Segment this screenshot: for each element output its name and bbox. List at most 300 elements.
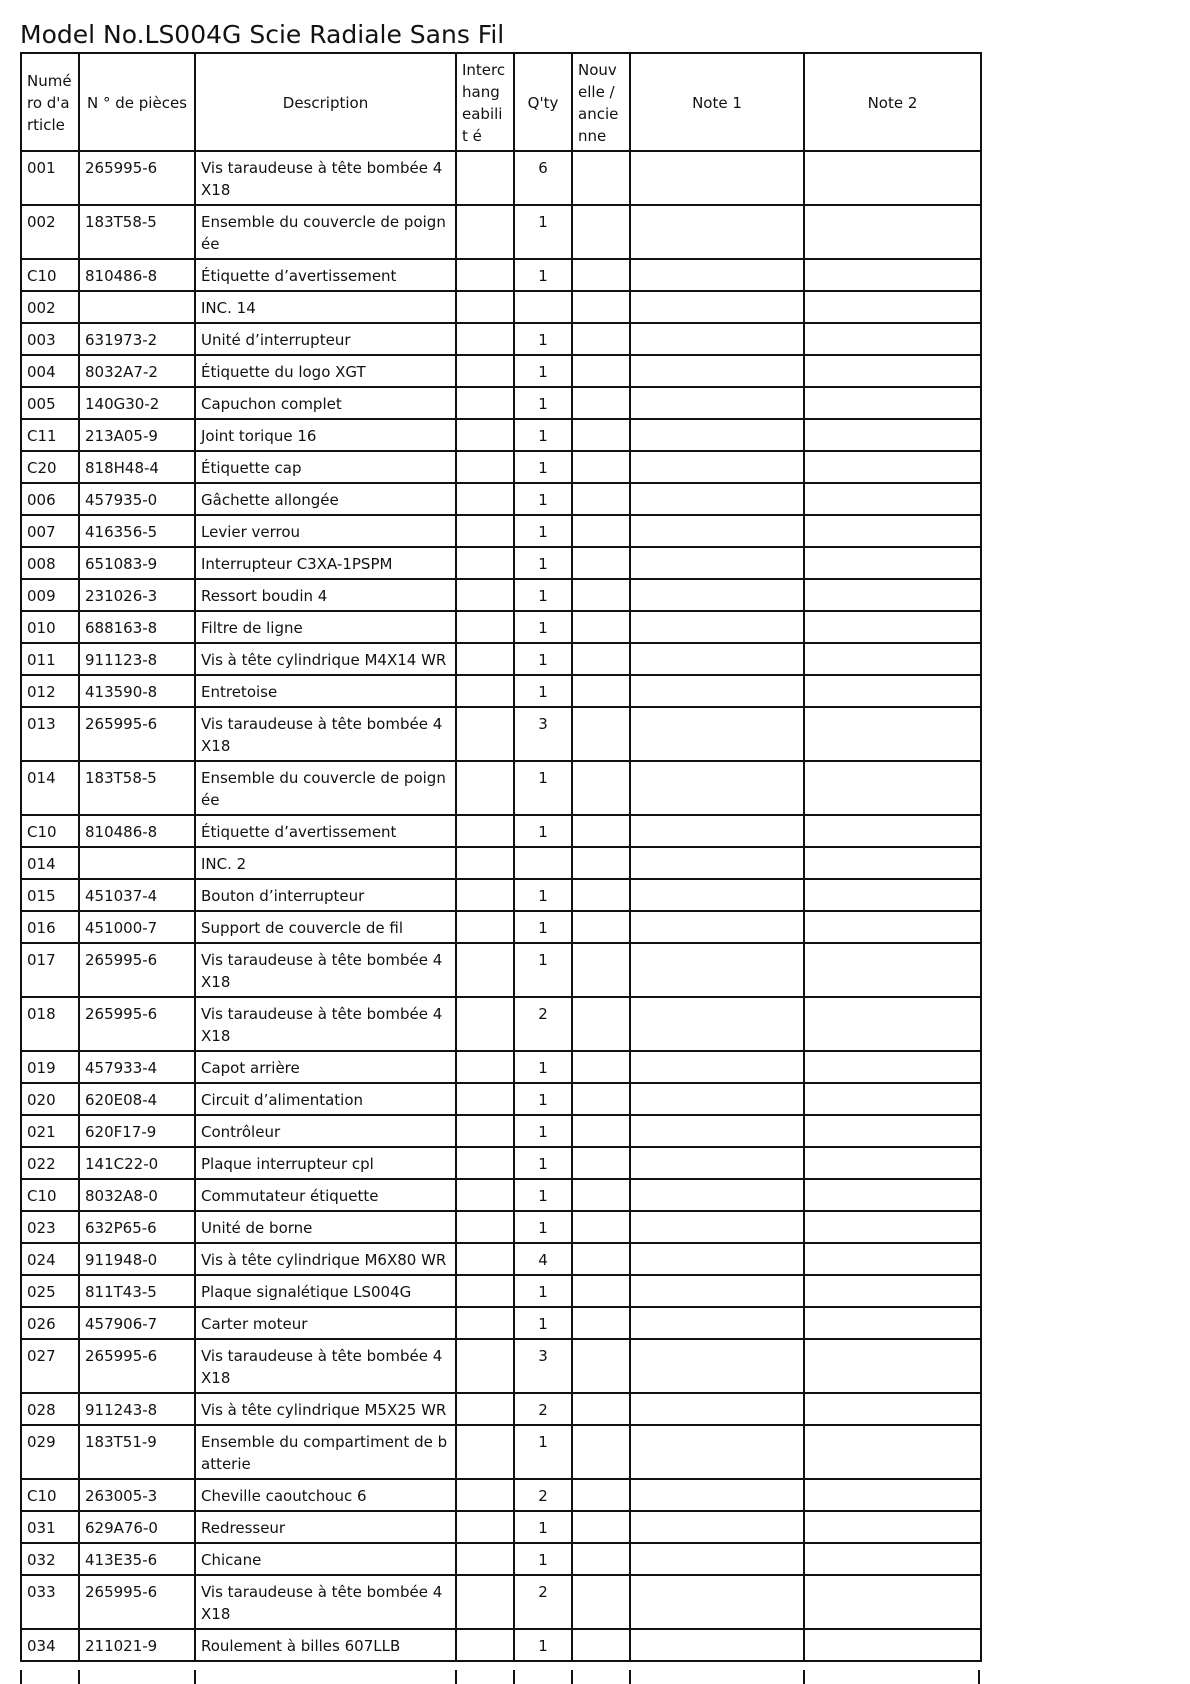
cell-note1 [630,387,804,419]
cell-note1 [630,291,804,323]
cell-note1 [630,1511,804,1543]
table-row [21,761,981,815]
cell-qty: 1 [514,483,572,515]
cell-note2 [804,911,981,943]
cell-description: Plaque signalétique LS004G [195,1275,456,1307]
cell-note1 [630,1575,804,1629]
cell-new-old [572,205,630,259]
cell-new-old [572,419,630,451]
cell-item-no: C10 [21,1179,79,1211]
cell-description: Levier verrou [195,515,456,547]
cell-qty [514,847,572,879]
cell-item-no: 033 [21,1575,79,1629]
cell-interchangeability [456,1211,514,1243]
cell-description: Vis taraudeuse à tête bombée 4X18 [195,943,456,997]
cell-note1 [630,1083,804,1115]
table-row [21,1211,981,1243]
cell-new-old [572,943,630,997]
cell-new-old [572,675,630,707]
table-row [21,1275,981,1307]
cell-part-no: 620F17-9 [79,1115,195,1147]
cell-description: Étiquette du logo XGT [195,355,456,387]
cell-item-no: 001 [21,151,79,205]
cell-part-no: 8032A7-2 [79,355,195,387]
header-qty: Q'ty [514,53,572,151]
cell-item-no: 010 [21,611,79,643]
cell-qty: 1 [514,1307,572,1339]
cell-interchangeability [456,1243,514,1275]
table-row [21,259,981,291]
cell-description: Circuit d’alimentation [195,1083,456,1115]
cell-part-no: 265995-6 [79,1339,195,1393]
cell-part-no: 620E08-4 [79,1083,195,1115]
cell-item-no: 012 [21,675,79,707]
cell-part-no [79,847,195,879]
cell-description: INC. 14 [195,291,456,323]
table-row [21,1511,981,1543]
cell-new-old [572,579,630,611]
header-interchangeability: Interc hang eabilit é [456,53,514,151]
cell-description: Plaque interrupteur cpl [195,1147,456,1179]
cell-part-no: 265995-6 [79,1575,195,1629]
header-item-no: Numé ro d'a rticle [21,53,79,151]
table-row [21,675,981,707]
cell-part-no: 231026-3 [79,579,195,611]
cell-new-old [572,151,630,205]
cell-description: Étiquette d’avertissement [195,259,456,291]
cell-new-old [572,1511,630,1543]
cell-new-old [572,1479,630,1511]
table-row [21,1339,981,1393]
table-row [21,387,981,419]
cell-interchangeability [456,847,514,879]
cell-item-no: 005 [21,387,79,419]
cell-new-old [572,1083,630,1115]
cell-item-no: 031 [21,1511,79,1543]
cell-interchangeability [456,611,514,643]
cell-note1 [630,1243,804,1275]
cell-interchangeability [456,355,514,387]
cell-part-no: 810486-8 [79,815,195,847]
cell-interchangeability [456,1083,514,1115]
cell-note1 [630,911,804,943]
cell-interchangeability [456,1575,514,1629]
cell-qty: 1 [514,419,572,451]
table-row [21,451,981,483]
cell-part-no: 265995-6 [79,151,195,205]
cell-part-no: 911948-0 [79,1243,195,1275]
table-row [21,1393,981,1425]
header-description: Description [195,53,456,151]
table-row [21,943,981,997]
cell-part-no: 911243-8 [79,1393,195,1425]
table-row [21,1243,981,1275]
cell-new-old [572,815,630,847]
cell-new-old [572,911,630,943]
cell-qty: 1 [514,205,572,259]
cell-qty: 1 [514,1083,572,1115]
cell-note1 [630,323,804,355]
cell-note1 [630,1629,804,1661]
cell-new-old [572,847,630,879]
cell-interchangeability [456,579,514,611]
cell-part-no: 632P65-6 [79,1211,195,1243]
cell-interchangeability [456,1051,514,1083]
cell-item-no: 009 [21,579,79,611]
page-title: Model No.LS004G Scie Radiale Sans Fil [20,20,505,49]
cell-description: Carter moteur [195,1307,456,1339]
header-new-old: Nouv elle / ancie nne [572,53,630,151]
cell-interchangeability [456,675,514,707]
cell-note2 [804,1425,981,1479]
cell-item-no: 003 [21,323,79,355]
cell-new-old [572,1575,630,1629]
cell-note1 [630,1275,804,1307]
cell-qty: 1 [514,259,572,291]
cell-note1 [630,1307,804,1339]
cell-note2 [804,847,981,879]
table-row [21,643,981,675]
cell-note1 [630,515,804,547]
cell-note2 [804,943,981,997]
cell-item-no: 007 [21,515,79,547]
cell-note2 [804,451,981,483]
table-row [21,879,981,911]
cell-interchangeability [456,1179,514,1211]
cell-note2 [804,205,981,259]
cell-item-no: 023 [21,1211,79,1243]
cell-new-old [572,1339,630,1393]
cell-item-no: C20 [21,451,79,483]
cell-description: Vis à tête cylindrique M5X25 WR [195,1393,456,1425]
cell-part-no: 457933-4 [79,1051,195,1083]
cell-new-old [572,515,630,547]
cell-item-no: C11 [21,419,79,451]
cell-new-old [572,1629,630,1661]
cell-part-no: 263005-3 [79,1479,195,1511]
cell-interchangeability [456,451,514,483]
cell-description: Ensemble du couvercle de poignée [195,761,456,815]
cell-interchangeability [456,1307,514,1339]
cell-qty: 2 [514,1575,572,1629]
cell-note2 [804,611,981,643]
cell-new-old [572,879,630,911]
cell-interchangeability [456,1425,514,1479]
cell-description: Gâchette allongée [195,483,456,515]
cell-note2 [804,355,981,387]
cell-description: Cheville caoutchouc 6 [195,1479,456,1511]
cell-note2 [804,579,981,611]
cell-qty: 1 [514,1179,572,1211]
table-row [21,1083,981,1115]
cell-note1 [630,997,804,1051]
cell-item-no: 015 [21,879,79,911]
cell-description: Entretoise [195,675,456,707]
cell-part-no: 141C22-0 [79,1147,195,1179]
cell-part-no: 183T51-9 [79,1425,195,1479]
cell-qty: 1 [514,675,572,707]
cell-part-no: 183T58-5 [79,761,195,815]
cell-part-no: 629A76-0 [79,1511,195,1543]
table-row [21,815,981,847]
cell-description: Vis taraudeuse à tête bombée 4X18 [195,1339,456,1393]
cell-note1 [630,1211,804,1243]
cell-description: Ressort boudin 4 [195,579,456,611]
cell-new-old [572,1051,630,1083]
cell-new-old [572,1211,630,1243]
cell-description: Vis taraudeuse à tête bombée 4X18 [195,997,456,1051]
cell-interchangeability [456,943,514,997]
cell-note2 [804,515,981,547]
cell-note1 [630,1393,804,1425]
cell-qty: 2 [514,1479,572,1511]
cell-note2 [804,815,981,847]
cell-new-old [572,1275,630,1307]
cell-qty: 1 [514,1543,572,1575]
table-continuation [20,1670,980,1684]
cell-note2 [804,1479,981,1511]
table-row [21,547,981,579]
table-row [21,997,981,1051]
cell-interchangeability [456,419,514,451]
cell-note1 [630,1339,804,1393]
cell-note1 [630,355,804,387]
cell-description: Capuchon complet [195,387,456,419]
cell-new-old [572,1147,630,1179]
cell-item-no: 020 [21,1083,79,1115]
cell-item-no: 011 [21,643,79,675]
cell-part-no: 413590-8 [79,675,195,707]
cell-note1 [630,761,804,815]
cell-description: Support de couvercle de fil [195,911,456,943]
cell-qty: 2 [514,997,572,1051]
cell-item-no: 027 [21,1339,79,1393]
cell-new-old [572,1179,630,1211]
cell-note2 [804,1393,981,1425]
cell-interchangeability [456,1629,514,1661]
table-row [21,323,981,355]
cell-part-no: 457935-0 [79,483,195,515]
cell-interchangeability [456,879,514,911]
cell-description: Unité de borne [195,1211,456,1243]
header-note1: Note 1 [630,53,804,151]
cell-part-no: 211021-9 [79,1629,195,1661]
cell-part-no: 265995-6 [79,707,195,761]
cell-note1 [630,579,804,611]
cell-qty: 1 [514,911,572,943]
cell-interchangeability [456,205,514,259]
cell-description: Vis taraudeuse à tête bombée 4X18 [195,707,456,761]
cell-interchangeability [456,1511,514,1543]
table-row [21,419,981,451]
cell-interchangeability [456,259,514,291]
cell-note1 [630,943,804,997]
cell-note2 [804,675,981,707]
header-part-no: N ° de pièces [79,53,195,151]
cell-description: Chicane [195,1543,456,1575]
cell-description: Roulement à billes 607LLB [195,1629,456,1661]
table-row [21,515,981,547]
cell-qty: 1 [514,547,572,579]
cell-note2 [804,1543,981,1575]
cell-item-no: 034 [21,1629,79,1661]
table-row [21,611,981,643]
cell-interchangeability [456,547,514,579]
cell-qty [514,291,572,323]
cell-description: Vis à tête cylindrique M6X80 WR [195,1243,456,1275]
cell-new-old [572,355,630,387]
cell-note1 [630,611,804,643]
cell-qty: 1 [514,579,572,611]
cell-interchangeability [456,291,514,323]
cell-item-no: 029 [21,1425,79,1479]
cell-interchangeability [456,761,514,815]
cell-description: Ensemble du couvercle de poignée [195,205,456,259]
table-row [21,1307,981,1339]
cell-description: Unité d’interrupteur [195,323,456,355]
cell-note2 [804,1051,981,1083]
cell-qty: 1 [514,451,572,483]
cell-qty: 1 [514,323,572,355]
cell-description: Bouton d’interrupteur [195,879,456,911]
cell-note2 [804,1511,981,1543]
cell-note1 [630,675,804,707]
table-row [21,355,981,387]
cell-qty: 1 [514,879,572,911]
cell-item-no: 008 [21,547,79,579]
cell-note1 [630,547,804,579]
cell-qty: 1 [514,515,572,547]
cell-qty: 1 [514,643,572,675]
cell-note2 [804,1243,981,1275]
cell-note2 [804,1115,981,1147]
cell-note1 [630,1115,804,1147]
cell-note2 [804,259,981,291]
cell-note1 [630,1543,804,1575]
cell-part-no: 457906-7 [79,1307,195,1339]
cell-part-no: 140G30-2 [79,387,195,419]
cell-note1 [630,419,804,451]
cell-part-no: 416356-5 [79,515,195,547]
cell-new-old [572,707,630,761]
cell-new-old [572,1115,630,1147]
cell-qty: 1 [514,1629,572,1661]
cell-interchangeability [456,1115,514,1147]
cell-interchangeability [456,1479,514,1511]
cell-item-no: 021 [21,1115,79,1147]
cell-qty: 1 [514,1511,572,1543]
table-row [21,1115,981,1147]
cell-part-no: 451037-4 [79,879,195,911]
cell-qty: 1 [514,611,572,643]
table-row [21,911,981,943]
cell-item-no: 026 [21,1307,79,1339]
cell-qty: 6 [514,151,572,205]
cell-note1 [630,847,804,879]
cell-description: Filtre de ligne [195,611,456,643]
table-row [21,205,981,259]
cell-note1 [630,1479,804,1511]
cell-part-no: 265995-6 [79,997,195,1051]
cell-interchangeability [456,815,514,847]
cell-note1 [630,1147,804,1179]
cell-part-no: 811T43-5 [79,1275,195,1307]
table-row [21,847,981,879]
cell-qty: 1 [514,1425,572,1479]
cell-item-no: 004 [21,355,79,387]
cell-new-old [572,1543,630,1575]
cell-item-no: 002 [21,205,79,259]
cell-qty: 1 [514,1211,572,1243]
cell-note2 [804,761,981,815]
cell-item-no: 013 [21,707,79,761]
cell-qty: 4 [514,1243,572,1275]
cell-note1 [630,205,804,259]
cell-interchangeability [456,1543,514,1575]
cell-description: Étiquette d’avertissement [195,815,456,847]
cell-qty: 1 [514,1051,572,1083]
cell-item-no: 019 [21,1051,79,1083]
table-row [21,1543,981,1575]
parts-table [20,52,982,1662]
cell-note1 [630,879,804,911]
cell-note2 [804,151,981,205]
cell-note2 [804,879,981,911]
cell-part-no: 911123-8 [79,643,195,675]
cell-note1 [630,1051,804,1083]
cell-interchangeability [456,643,514,675]
cell-new-old [572,761,630,815]
cell-new-old [572,451,630,483]
cell-interchangeability [456,911,514,943]
table-row [21,579,981,611]
cell-new-old [572,387,630,419]
cell-new-old [572,643,630,675]
cell-item-no: 032 [21,1543,79,1575]
cell-qty: 1 [514,1147,572,1179]
cell-item-no: 028 [21,1393,79,1425]
cell-note2 [804,1179,981,1211]
cell-description: Ensemble du compartiment de batterie [195,1425,456,1479]
cell-new-old [572,291,630,323]
cell-part-no: 413E35-6 [79,1543,195,1575]
cell-interchangeability [456,1275,514,1307]
table-row [21,291,981,323]
table-row [21,707,981,761]
cell-item-no: 022 [21,1147,79,1179]
cell-description: Vis taraudeuse à tête bombée 4X18 [195,1575,456,1629]
table-row [21,1179,981,1211]
cell-note2 [804,387,981,419]
cell-note1 [630,815,804,847]
cell-item-no: 014 [21,761,79,815]
cell-item-no: 025 [21,1275,79,1307]
cell-qty: 1 [514,761,572,815]
cell-item-no: 024 [21,1243,79,1275]
cell-interchangeability [456,483,514,515]
cell-item-no: 014 [21,847,79,879]
cell-description: Vis taraudeuse à tête bombée 4X18 [195,151,456,205]
cell-item-no: 002 [21,291,79,323]
cell-note2 [804,1307,981,1339]
cell-new-old [572,547,630,579]
cell-note2 [804,323,981,355]
table-row [21,151,981,205]
cell-part-no: 810486-8 [79,259,195,291]
cell-note2 [804,1147,981,1179]
cell-note1 [630,483,804,515]
cell-note1 [630,259,804,291]
